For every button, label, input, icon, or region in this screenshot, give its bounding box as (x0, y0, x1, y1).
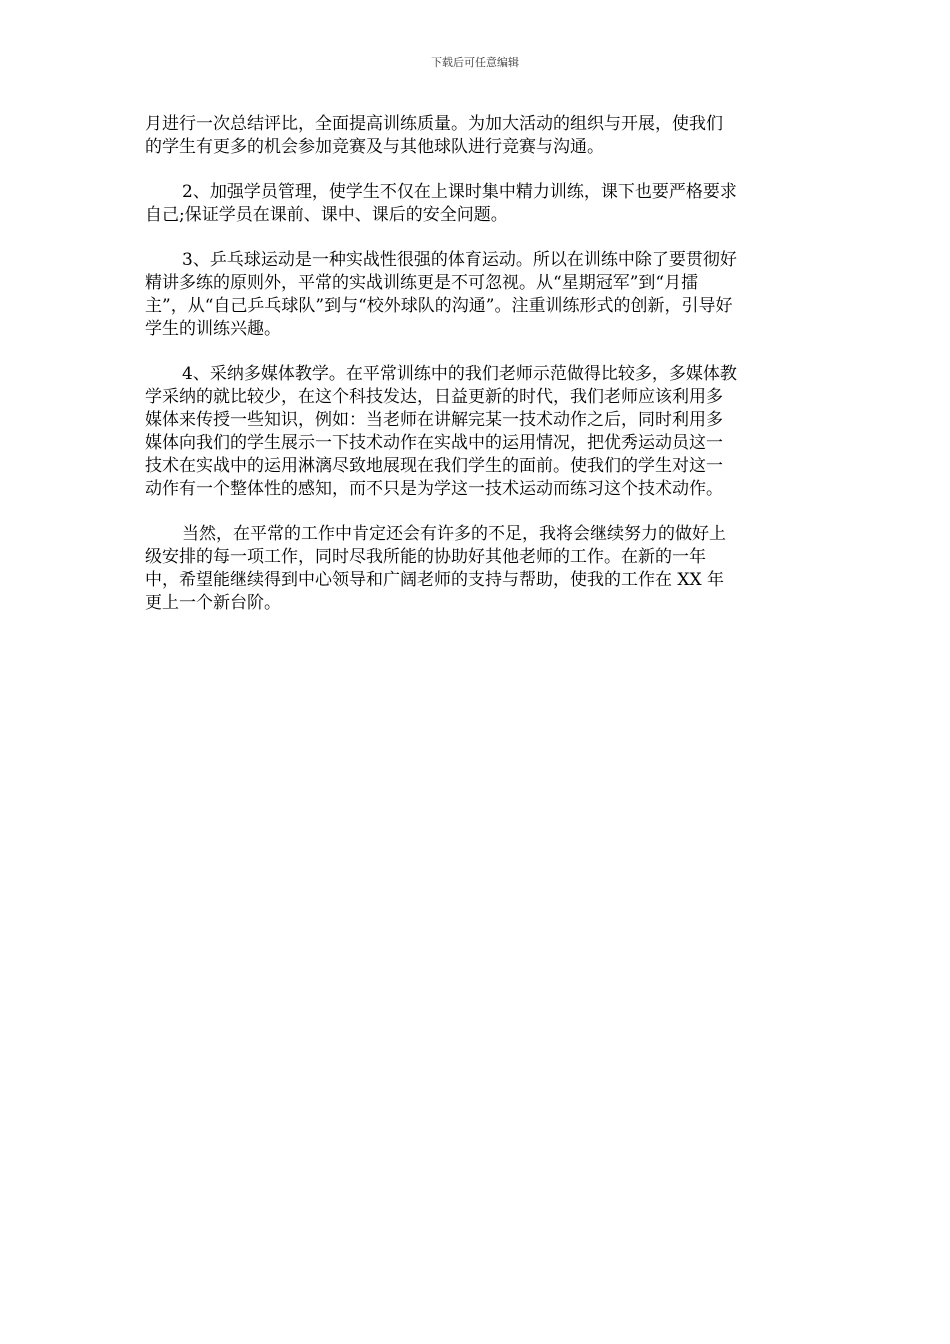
paragraph-line: 3、乒乓球运动是一种实战性很强的体育运动。所以在训练中除了要贯彻好 (182, 250, 737, 270)
paragraph-line: 精讲多练的原则外，平常的实战训练更是不可忽视。从“星期冠军”到“月擂 (145, 273, 699, 293)
paragraph-line: 媒体来传授一些知识，例如：当老师在讲解完某一技术动作之后，同时利用多 (145, 410, 723, 430)
paragraph-line: 中，希望能继续得到中心领导和广阔老师的支持与帮助，使我的工作在 XX 年 (145, 570, 725, 590)
paragraph-line: 级安排的每一项工作，同时尽我所能的协助好其他老师的工作。在新的一年 (145, 547, 706, 567)
paragraph-line: 主”，从“自己乒乓球队”到与“校外球队的沟通”。注重训练形式的创新，引导好 (145, 296, 733, 316)
paragraph-line: 的学生有更多的机会参加竞赛及与其他球队进行竞赛与沟通。 (145, 137, 604, 157)
paragraph-line: 学采纳的就比较少，在这个科技发达，日益更新的时代，我们老师应该利用多 (145, 387, 723, 407)
paragraph-line: 动作有一个整体性的感知，而不只是为学这一技术运动而练习这个技术动作。 (145, 479, 723, 499)
paragraph-line: 月进行一次总结评比，全面提高训练质量。为加大活动的组织与开展，使我们 (145, 114, 723, 134)
paragraph-line: 媒体向我们的学生展示一下技术动作在实战中的运用情况，把优秀运动员这一 (145, 433, 723, 453)
paragraph-line: 4、采纳多媒体教学。在平常训练中的我们老师示范做得比较多，多媒体教 (182, 364, 737, 384)
paragraph-line: 自己;保证学员在课前、课中、课后的安全问题。 (145, 205, 508, 225)
paragraph-line: 2、加强学员管理，使学生不仅在上课时集中精力训练，课下也要严格要求 (182, 182, 737, 202)
paragraph-3 (145, 249, 807, 341)
paragraph-1 (145, 113, 807, 159)
paragraph-5 (145, 523, 807, 615)
paragraph-4 (145, 363, 807, 501)
page-header-note: 下载后可任意编辑 (431, 56, 519, 69)
paragraph-line: 技术在实战中的运用淋漓尽致地展现在我们学生的面前。使我们的学生对这一 (145, 456, 723, 476)
paragraph-line: 更上一个新台阶。 (145, 593, 281, 613)
paragraph-line: 学生的训练兴趣。 (145, 319, 281, 339)
document-body (145, 113, 807, 637)
paragraph-line: 当然，在平常的工作中肯定还会有许多的不足，我将会继续努力的做好上 (182, 524, 726, 544)
paragraph-2 (145, 181, 807, 227)
